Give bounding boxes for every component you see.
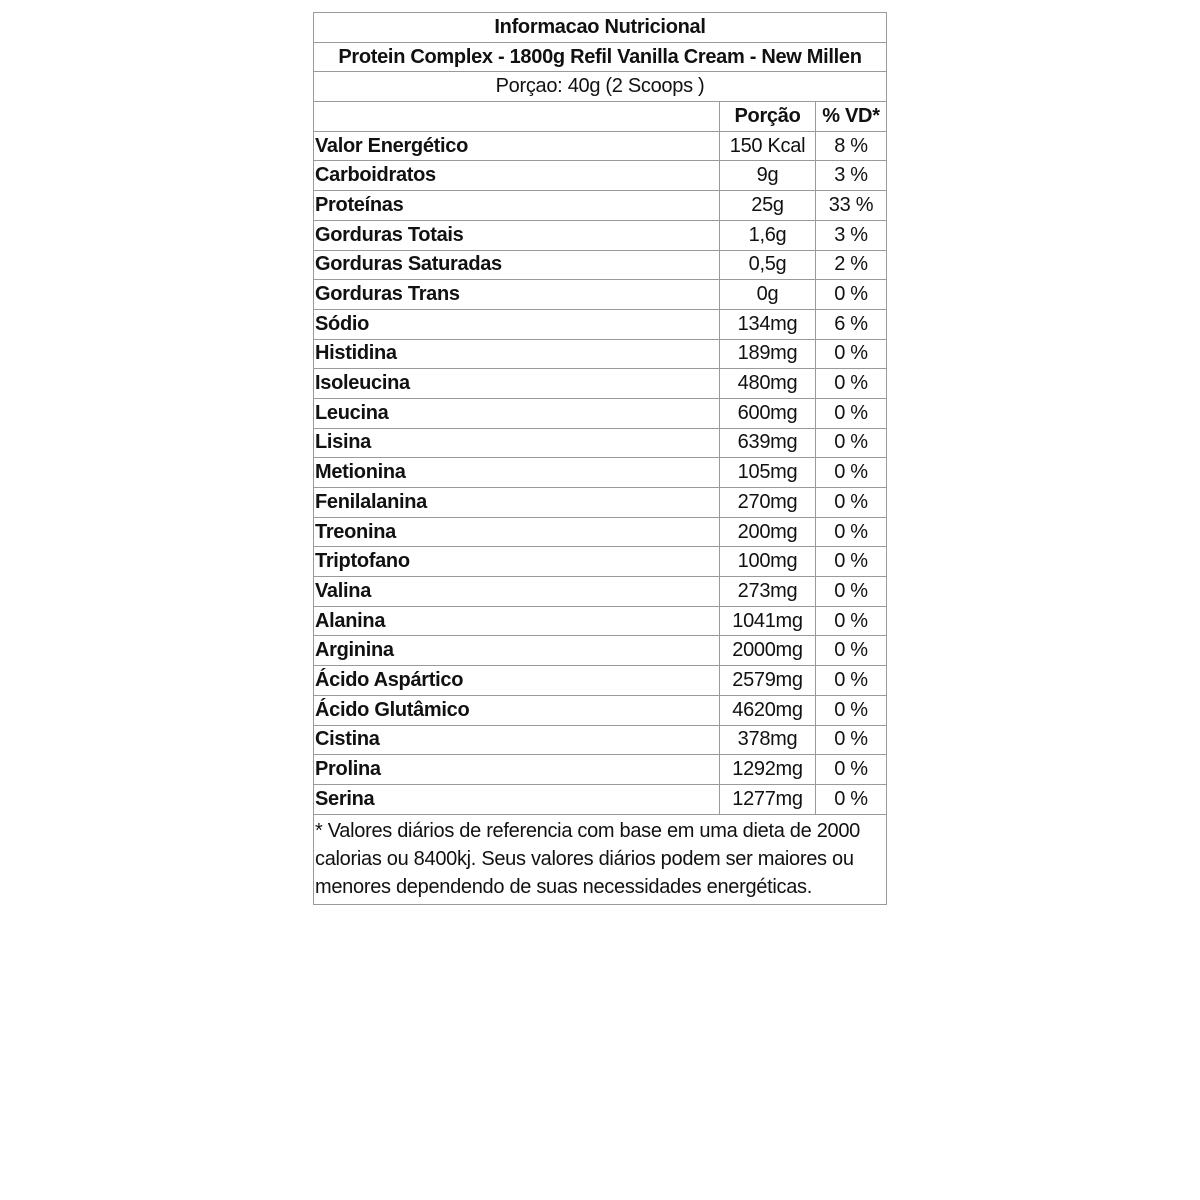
nutrient-name: Serina xyxy=(314,785,720,814)
table-row xyxy=(314,161,886,191)
table-row xyxy=(314,251,886,281)
nutrition-table xyxy=(313,12,887,905)
table-row xyxy=(314,280,886,310)
nutrient-vd: 0 % xyxy=(834,698,868,721)
nutrient-name: Fenilalanina xyxy=(314,488,720,517)
header-name-cell xyxy=(314,102,720,131)
nutrient-porcao: 9g xyxy=(720,161,816,190)
table-row xyxy=(314,785,886,815)
nutrient-porcao: 639mg xyxy=(720,429,816,458)
nutrient-porcao: 0g xyxy=(720,280,816,309)
nutrient-name: Treonina xyxy=(314,518,720,547)
table-row xyxy=(314,488,886,518)
nutrient-name: Valor Energético xyxy=(314,132,720,161)
nutrient-porcao: 1277mg xyxy=(720,785,816,814)
nutrient-name: Gorduras Saturadas xyxy=(314,251,720,280)
table-row xyxy=(314,132,886,162)
nutrient-name: Isoleucina xyxy=(314,369,720,398)
nutrient-vd: 0 % xyxy=(834,609,868,632)
table-row xyxy=(314,429,886,459)
table-row xyxy=(314,607,886,637)
table-row xyxy=(314,518,886,548)
header-vd: % VD* xyxy=(822,104,880,127)
nutrient-porcao: 2579mg xyxy=(720,666,816,695)
product-name: Protein Complex - 1800g Refil Vanilla Cream - New Millen xyxy=(314,43,886,73)
nutrient-name: Lisina xyxy=(314,429,720,458)
nutrient-porcao: 1,6g xyxy=(720,221,816,250)
nutrient-vd: 0 % xyxy=(834,550,868,573)
nutrient-porcao: 200mg xyxy=(720,518,816,547)
nutrient-porcao: 2000mg xyxy=(720,636,816,665)
footnote-line: * Valores diários de referencia com base em uma dieta de 2000 xyxy=(315,819,860,842)
nutrient-porcao: 150 Kcal xyxy=(720,132,816,161)
table-header-row xyxy=(314,102,886,132)
nutrient-vd: 33 % xyxy=(828,193,874,216)
nutrient-name: Prolina xyxy=(314,755,720,784)
nutrient-porcao: 480mg xyxy=(720,369,816,398)
nutrient-name: Carboidratos xyxy=(314,161,720,190)
nutrient-vd: 0 % xyxy=(834,431,868,454)
nutrient-porcao: 100mg xyxy=(720,547,816,576)
nutrient-name: Ácido Aspártico xyxy=(314,666,720,695)
table-row xyxy=(314,221,886,251)
table-row xyxy=(314,310,886,340)
nutrient-porcao: 189mg xyxy=(720,340,816,369)
header-porcao: Porção xyxy=(720,102,816,131)
nutrient-name: Alanina xyxy=(314,607,720,636)
nutrient-name: Arginina xyxy=(314,636,720,665)
nutrient-name: Ácido Glutâmico xyxy=(314,696,720,725)
nutrient-vd: 2 % xyxy=(834,253,868,276)
table-row xyxy=(314,191,886,221)
table-row xyxy=(314,636,886,666)
table-title: Informacao Nutricional xyxy=(314,13,886,43)
nutrient-porcao: 378mg xyxy=(720,726,816,755)
nutrient-vd: 6 % xyxy=(834,312,868,335)
nutrient-name: Valina xyxy=(314,577,720,606)
nutrient-vd: 0 % xyxy=(834,372,868,395)
nutrient-name: Gorduras Trans xyxy=(314,280,720,309)
table-row xyxy=(314,399,886,429)
nutrient-porcao: 0,5g xyxy=(720,251,816,280)
table-row xyxy=(314,726,886,756)
nutrient-rows xyxy=(314,132,886,815)
nutrient-vd: 0 % xyxy=(834,787,868,810)
nutrient-porcao: 1041mg xyxy=(720,607,816,636)
nutrient-vd: 0 % xyxy=(834,668,868,691)
nutrient-porcao: 1292mg xyxy=(720,755,816,784)
table-row xyxy=(314,755,886,785)
nutrient-name: Sódio xyxy=(314,310,720,339)
nutrient-vd: 3 % xyxy=(834,223,868,246)
nutrient-name: Proteínas xyxy=(314,191,720,220)
nutrient-porcao: 273mg xyxy=(720,577,816,606)
nutrient-vd: 0 % xyxy=(834,401,868,424)
nutrient-vd: 0 % xyxy=(834,520,868,543)
nutrient-porcao: 600mg xyxy=(720,399,816,428)
nutrient-vd: 3 % xyxy=(834,164,868,187)
table-row xyxy=(314,369,886,399)
nutrient-vd: 0 % xyxy=(834,461,868,484)
nutrient-porcao: 4620mg xyxy=(720,696,816,725)
nutrient-name: Triptofano xyxy=(314,547,720,576)
serving-size: Porçao: 40g (2 Scoops ) xyxy=(314,72,886,102)
nutrient-name: Histidina xyxy=(314,340,720,369)
table-row xyxy=(314,666,886,696)
table-row xyxy=(314,696,886,726)
nutrient-vd: 0 % xyxy=(834,758,868,781)
nutrient-vd: 0 % xyxy=(834,639,868,662)
nutrient-porcao: 134mg xyxy=(720,310,816,339)
table-row xyxy=(314,340,886,370)
table-row xyxy=(314,577,886,607)
nutrient-name: Metionina xyxy=(314,458,720,487)
nutrient-vd: 0 % xyxy=(834,342,868,365)
nutrient-vd: 0 % xyxy=(834,490,868,513)
nutrient-porcao: 25g xyxy=(720,191,816,220)
nutrient-vd: 0 % xyxy=(834,728,868,751)
table-row xyxy=(314,547,886,577)
nutrient-name: Leucina xyxy=(314,399,720,428)
footnote-line: menores dependendo de suas necessidades energéticas. xyxy=(315,875,812,898)
nutrient-name: Cistina xyxy=(314,726,720,755)
nutrient-vd: 8 % xyxy=(834,134,868,157)
table-row xyxy=(314,458,886,488)
nutrient-vd: 0 % xyxy=(834,283,868,306)
nutrient-porcao: 105mg xyxy=(720,458,816,487)
nutrient-porcao: 270mg xyxy=(720,488,816,517)
nutrient-name: Gorduras Totais xyxy=(314,221,720,250)
footnote-line: calorias ou 8400kj. Seus valores diários podem ser maiores ou xyxy=(315,847,854,870)
footnote xyxy=(314,815,886,904)
nutrient-vd: 0 % xyxy=(834,579,868,602)
